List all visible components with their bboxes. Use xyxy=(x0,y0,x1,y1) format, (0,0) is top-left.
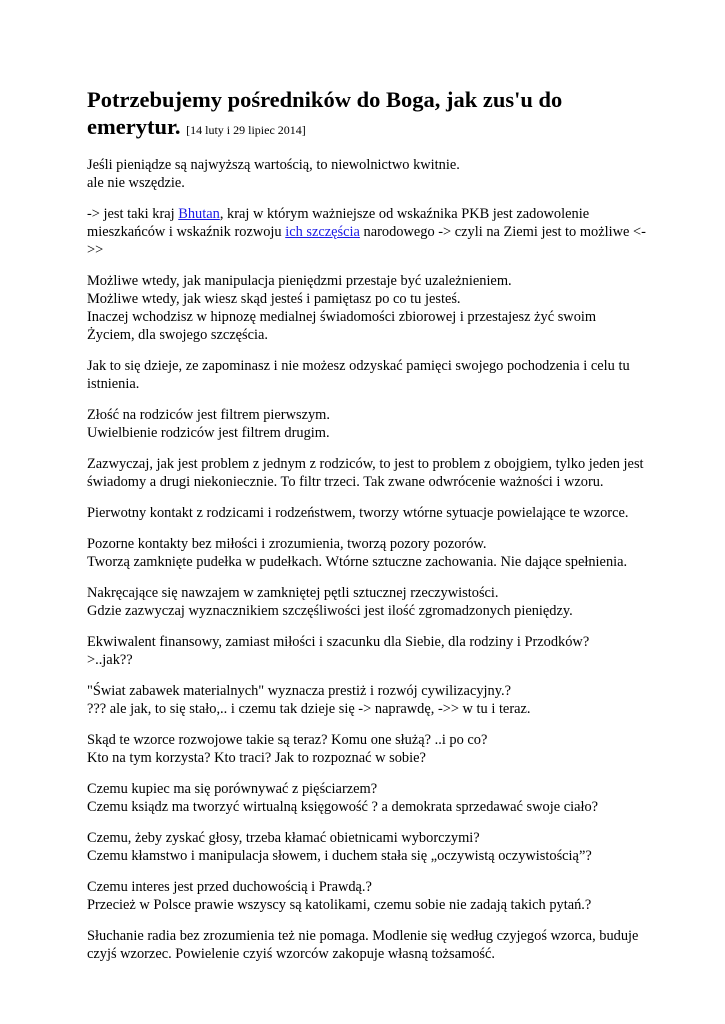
text-line: Nakręcające się nawzajem w zamkniętej pętli sztucznej rzeczywistości. xyxy=(87,585,499,601)
text-line: Inaczej wchodzisz w hipnozę medialnej świadomości zbiorowej i przestajesz żyć swoim Życiem, dla swojego szczęścia. xyxy=(87,309,597,343)
document-body xyxy=(87,86,647,976)
text-line: Możliwe wtedy, jak wiesz skąd jesteś i pamiętasz po co tu jesteś. xyxy=(87,291,461,307)
paragraph-14 xyxy=(87,829,647,865)
text-line: Czemu kłamstwo i manipulacja słowem, i duchem stała się „oczywistą oczywistością”? xyxy=(87,848,592,864)
text-line: Pozorne kontakty bez miłości i zrozumienia, tworzą pozory pozorów. xyxy=(87,536,487,552)
text-line: Gdzie zazwyczaj wyznacznikiem szczęśliwości jest ilość zgromadzonych pieniędzy. xyxy=(87,603,573,619)
paragraph-10 xyxy=(87,633,647,669)
page-title xyxy=(87,86,647,144)
paragraph-9 xyxy=(87,584,647,620)
happiness-link[interactable]: ich szczęścia xyxy=(285,224,360,240)
paragraph-15 xyxy=(87,878,647,914)
text-line: Czemu kupiec ma się porównywać z pięściarzem? xyxy=(87,781,378,797)
text-line: Skąd te wzorce rozwojowe takie są teraz? Komu one służą? ..i po co? xyxy=(87,732,488,748)
paragraph-16: Słuchanie radia bez zrozumienia też nie pomaga. Modlenie się według czyjegoś wzorca, buduje czyjś wzorzec. Powielenie czyiś wzorców zakopuje własną tożsamość. xyxy=(87,928,639,962)
text-line: Ekwiwalent finansowy, zamiast miłości i szacunku dla Siebie, dla rodziny i Przodków? xyxy=(87,634,590,650)
paragraph-6: Zazwyczaj, jak jest problem z jednym z rodziców, to jest to problem z obojgiem, tylko jeden jest świadomy a drugi niekoniecznie. To filtr trzeci. Tak zwane odwrócenie ważności i wzoru. xyxy=(87,456,644,490)
paragraph-7: Pierwotny kontakt z rodzicami i rodzeństwem, tworzy wtórne sytuacje powielające te wzorce. xyxy=(87,505,629,521)
text-line: ??? ale jak, to się stało,.. i czemu tak dzieje się -> naprawdę, ->> w tu i teraz. xyxy=(87,701,531,717)
text-line: Uwielbienie rodziców jest filtrem drugim. xyxy=(87,425,330,441)
text-line: Czemu ksiądz ma tworzyć wirtualną księgowość ? a demokrata sprzedawać swoje ciało? xyxy=(87,799,599,815)
text-segment: -> jest taki kraj xyxy=(87,206,179,222)
paragraph-8 xyxy=(87,535,647,571)
paragraph-2 xyxy=(87,205,647,259)
paragraph-11 xyxy=(87,682,647,718)
title-text: Potrzebujemy pośredników do Boga, jak zus'u do emerytur. xyxy=(87,87,563,139)
paragraph-12 xyxy=(87,731,647,767)
text-line: Złość na rodziców jest filtrem pierwszym. xyxy=(87,407,330,423)
paragraph-13 xyxy=(87,780,647,816)
text-line: >..jak?? xyxy=(87,652,133,668)
text-line: "Świat zabawek materialnych" wyznacza prestiż i rozwój cywilizacyjny.? xyxy=(87,683,511,699)
text-segment: narodowego -> czyli na Ziemi jest to możliwe <->> xyxy=(87,224,646,258)
text-segment: , kraj w którym ważniejsze od wskaźnika PKB jest zadowolenie mieszkańców i wskaźnik rozwoju xyxy=(87,206,590,240)
text-line: Czemu interes jest przed duchowością i Prawdą.? xyxy=(87,879,372,895)
paragraph-4: Jak to się dzieje, ze zapominasz i nie możesz odzyskać pamięci swojego pochodzenia i celu tu istnienia. xyxy=(87,358,630,392)
text-line: Tworzą zamknięte pudełka w pudełkach. Wtórne sztuczne zachowania. Nie dające spełnienia. xyxy=(87,554,628,570)
text-line: Jeśli pieniądze są najwyższą wartością, to niewolnictwo kwitnie. xyxy=(87,157,460,173)
date-label: [14 luty i 29 lipiec 2014] xyxy=(186,123,306,137)
text-line: ale nie wszędzie. xyxy=(87,175,185,191)
text-line: Kto na tym korzysta? Kto traci? Jak to rozpoznać w sobie? xyxy=(87,750,426,766)
paragraph-1 xyxy=(87,156,647,192)
paragraph-5 xyxy=(87,406,647,442)
text-line: Możliwe wtedy, jak manipulacja pieniędzmi przestaje być uzależnieniem. xyxy=(87,273,512,289)
text-line: Czemu, żeby zyskać głosy, trzeba kłamać obietnicami wyborczymi? xyxy=(87,830,480,846)
text-line: Przecież w Polsce prawie wszyscy są katolikami, czemu sobie nie zadają takich pytań.? xyxy=(87,897,592,913)
bhutan-link[interactable]: Bhutan xyxy=(178,206,220,222)
paragraph-3 xyxy=(87,272,647,344)
